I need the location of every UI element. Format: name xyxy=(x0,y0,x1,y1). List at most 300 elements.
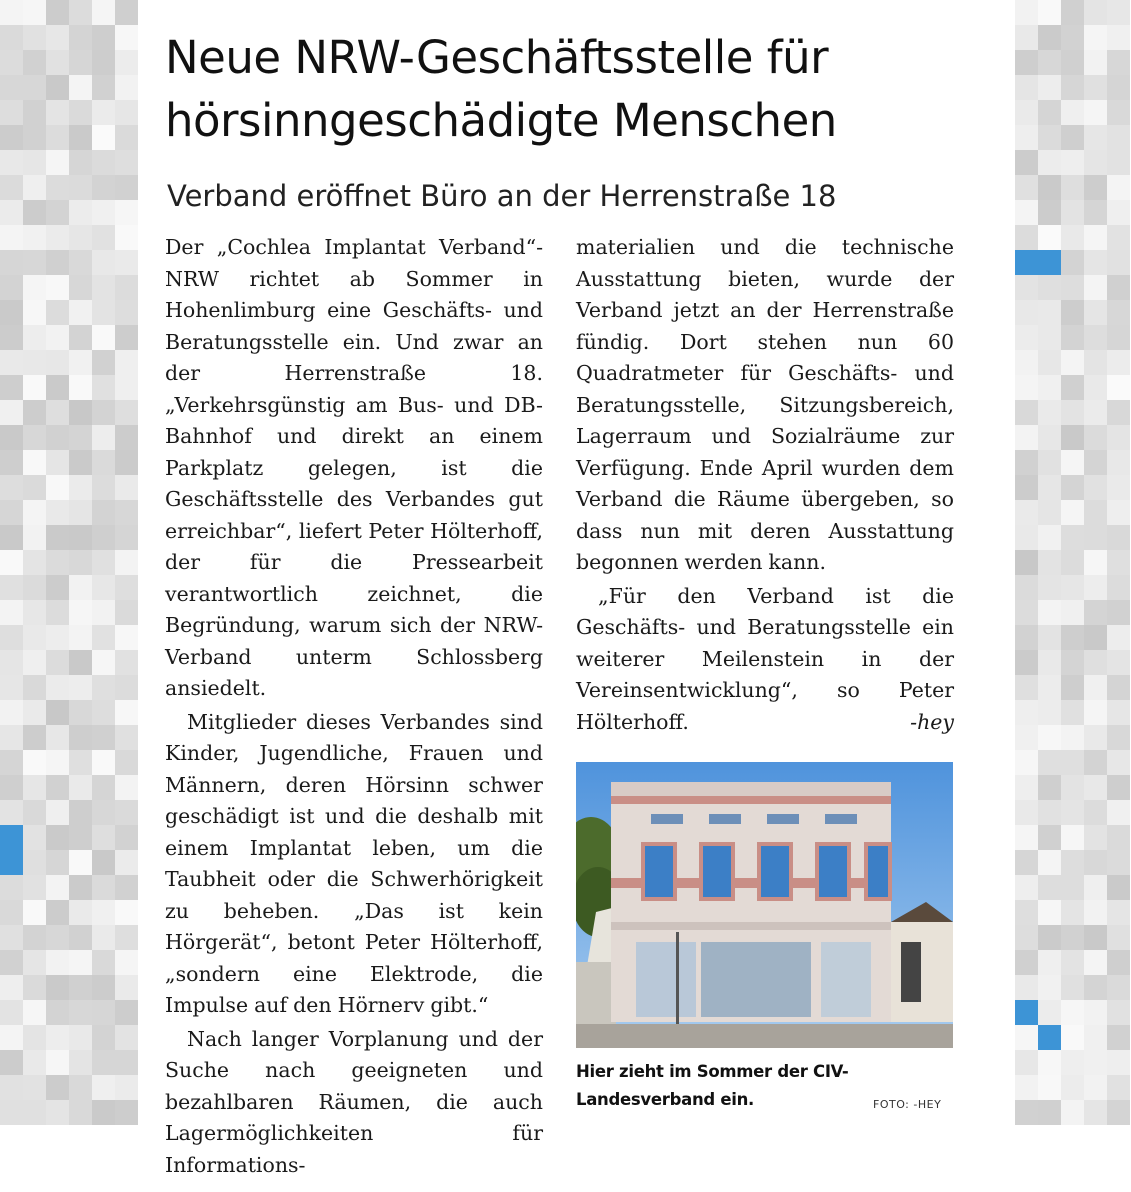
blur-block xyxy=(69,50,92,75)
blur-block xyxy=(1038,475,1061,500)
blur-block xyxy=(23,800,46,825)
blur-block xyxy=(0,975,23,1000)
blur-block xyxy=(0,0,23,25)
blur-block xyxy=(1061,900,1084,925)
blur-block xyxy=(23,900,46,925)
blur-block xyxy=(1015,975,1038,1000)
blur-block xyxy=(0,700,23,725)
blur-block xyxy=(1015,925,1038,950)
blur-block xyxy=(69,700,92,725)
paragraph-5-text: „Für den Verband ist die Geschäfts- und Beratungsstelle ein weiterer Meilenstein in der Vereinsentwicklung“, so Peter Hölterhoff. xyxy=(576,583,954,734)
blur-block xyxy=(1107,25,1130,50)
blur-block xyxy=(1107,225,1130,250)
blur-block xyxy=(1015,600,1038,625)
blur-block xyxy=(1107,525,1130,550)
blur-block xyxy=(92,675,115,700)
blur-block xyxy=(92,750,115,775)
blur-block xyxy=(69,1100,92,1125)
blur-block xyxy=(23,475,46,500)
blur-block xyxy=(1107,250,1130,275)
blur-block xyxy=(1015,950,1038,975)
blur-block xyxy=(1107,1075,1130,1100)
blur-block xyxy=(115,150,138,175)
blur-block xyxy=(46,550,69,575)
blur-block xyxy=(1107,725,1130,750)
blur-block xyxy=(1015,425,1038,450)
blur-block xyxy=(46,825,69,850)
blur-block xyxy=(0,75,23,100)
blur-block xyxy=(1038,825,1061,850)
blur-block xyxy=(1084,175,1107,200)
blur-block xyxy=(1107,400,1130,425)
blur-block xyxy=(1038,50,1061,75)
blur-block xyxy=(92,850,115,875)
blur-block xyxy=(1015,650,1038,675)
blur-block xyxy=(1107,1000,1130,1025)
blur-block xyxy=(23,775,46,800)
blur-block xyxy=(23,875,46,900)
blur-block xyxy=(1038,275,1061,300)
blur-block xyxy=(1107,575,1130,600)
blur-block xyxy=(1084,650,1107,675)
blur-block xyxy=(23,550,46,575)
blur-block xyxy=(1061,825,1084,850)
blur-block xyxy=(69,225,92,250)
blur-block xyxy=(115,825,138,850)
blur-block xyxy=(1084,300,1107,325)
blur-block xyxy=(1107,1025,1130,1050)
blur-block xyxy=(1038,450,1061,475)
blur-block xyxy=(1084,800,1107,825)
blur-block xyxy=(1061,400,1084,425)
blur-block xyxy=(1038,875,1061,900)
blur-block xyxy=(92,1100,115,1125)
blur-block xyxy=(0,150,23,175)
blur-block xyxy=(92,500,115,525)
blur-block xyxy=(115,75,138,100)
blur-block xyxy=(1107,550,1130,575)
blur-block xyxy=(115,700,138,725)
blur-block xyxy=(92,775,115,800)
blur-block xyxy=(1084,1050,1107,1075)
blur-block xyxy=(46,250,69,275)
blur-block xyxy=(69,425,92,450)
blur-block xyxy=(69,800,92,825)
blur-block xyxy=(1015,200,1038,225)
blur-block xyxy=(1061,25,1084,50)
blur-block xyxy=(1015,275,1038,300)
blur-block xyxy=(23,50,46,75)
blur-block xyxy=(0,100,23,125)
blur-block xyxy=(1038,125,1061,150)
blur-block xyxy=(46,625,69,650)
blur-block xyxy=(23,1000,46,1025)
blur-block xyxy=(1107,925,1130,950)
blur-block xyxy=(115,950,138,975)
blur-block xyxy=(46,375,69,400)
blur-block xyxy=(1084,1100,1107,1125)
blur-block xyxy=(69,350,92,375)
blur-block xyxy=(23,575,46,600)
blur-block xyxy=(1061,875,1084,900)
blur-block xyxy=(115,725,138,750)
blur-block xyxy=(1084,75,1107,100)
blur-block xyxy=(23,725,46,750)
blur-block xyxy=(1015,250,1038,275)
blur-block xyxy=(23,200,46,225)
blur-block xyxy=(69,75,92,100)
blur-block xyxy=(1061,250,1084,275)
blur-block xyxy=(1084,375,1107,400)
blur-block xyxy=(1084,325,1107,350)
blur-block xyxy=(1015,750,1038,775)
blur-block xyxy=(1061,800,1084,825)
blur-block xyxy=(1061,225,1084,250)
blur-block xyxy=(1107,175,1130,200)
blur-block xyxy=(1038,300,1061,325)
blur-block xyxy=(0,50,23,75)
blur-block xyxy=(1084,0,1107,25)
blur-block xyxy=(23,750,46,775)
blur-block xyxy=(0,625,23,650)
blur-block xyxy=(1038,725,1061,750)
blur-block xyxy=(23,850,46,875)
blur-block xyxy=(1084,25,1107,50)
blur-block xyxy=(1015,875,1038,900)
blur-block xyxy=(115,925,138,950)
blur-block xyxy=(1038,200,1061,225)
blur-block xyxy=(115,325,138,350)
blur-block xyxy=(46,900,69,925)
blur-block xyxy=(1061,100,1084,125)
blur-block xyxy=(1084,275,1107,300)
blur-block xyxy=(1061,700,1084,725)
blur-block xyxy=(92,75,115,100)
blur-block xyxy=(92,375,115,400)
blur-block xyxy=(1038,350,1061,375)
blur-block xyxy=(115,975,138,1000)
blur-block xyxy=(1038,575,1061,600)
blur-block xyxy=(69,300,92,325)
blur-block xyxy=(0,300,23,325)
blur-block xyxy=(1107,875,1130,900)
photo-credit: FOTO: -HEY xyxy=(873,1098,942,1111)
blur-block xyxy=(1015,325,1038,350)
blur-block xyxy=(1038,600,1061,625)
blur-block xyxy=(0,850,23,875)
blur-block xyxy=(23,950,46,975)
blur-block xyxy=(1107,800,1130,825)
blur-block xyxy=(1038,1075,1061,1100)
blur-block xyxy=(92,125,115,150)
blur-block xyxy=(69,850,92,875)
blur-block xyxy=(92,300,115,325)
blur-block xyxy=(1107,350,1130,375)
blur-block xyxy=(92,600,115,625)
blur-block xyxy=(92,400,115,425)
blur-block xyxy=(1107,700,1130,725)
blur-block xyxy=(1061,200,1084,225)
blur-block xyxy=(115,375,138,400)
blur-block xyxy=(1084,900,1107,925)
blur-block xyxy=(1015,450,1038,475)
blur-block xyxy=(46,50,69,75)
blur-block xyxy=(1107,50,1130,75)
blur-block xyxy=(23,225,46,250)
blur-block xyxy=(1015,850,1038,875)
blur-block xyxy=(1107,200,1130,225)
blur-block xyxy=(1015,1075,1038,1100)
blur-block xyxy=(92,825,115,850)
blur-block xyxy=(23,350,46,375)
blur-block xyxy=(23,0,46,25)
blur-block xyxy=(1107,975,1130,1000)
blur-block xyxy=(69,925,92,950)
blur-block xyxy=(1038,425,1061,450)
blur-block xyxy=(1038,775,1061,800)
blur-block xyxy=(1061,425,1084,450)
blur-block xyxy=(92,900,115,925)
headline-line-2: hörsinngeschädigte Menschen xyxy=(165,94,837,147)
blur-block xyxy=(1015,675,1038,700)
blur-block xyxy=(1084,350,1107,375)
blur-block xyxy=(92,0,115,25)
blur-block xyxy=(23,425,46,450)
photo-caption: Hier zieht im Sommer der CIV-Landesverband ein. xyxy=(576,1062,849,1109)
blur-block xyxy=(1038,150,1061,175)
blur-block xyxy=(1084,450,1107,475)
blur-block xyxy=(1015,400,1038,425)
blur-block xyxy=(0,475,23,500)
blur-block xyxy=(1107,425,1130,450)
blur-block xyxy=(69,675,92,700)
blur-block xyxy=(1038,1000,1061,1025)
blur-block xyxy=(92,150,115,175)
blur-block xyxy=(92,575,115,600)
blur-block xyxy=(1038,375,1061,400)
blur-block xyxy=(1015,700,1038,725)
blur-block xyxy=(1015,1050,1038,1075)
blur-block xyxy=(1015,375,1038,400)
blur-block xyxy=(1061,150,1084,175)
blur-block xyxy=(92,225,115,250)
blur-block xyxy=(115,600,138,625)
paragraph-4: materialien und die technische Ausstattung bieten, wurde der Verband jetzt an der Herrenstraße fündig. Dort stehen nun 60 Quadratmeter für Geschäfts- und Beratungsstelle, Sitzungsbereich, Lagerraum und Sozialräume zur Verfügung. Ende April wurden dem Verband die Räume übergeben, so dass nun mit deren Ausstattung begonnen werden kann. xyxy=(576,235,954,574)
blur-block xyxy=(115,100,138,125)
blur-block xyxy=(46,75,69,100)
blur-block xyxy=(1061,275,1084,300)
blur-block xyxy=(69,450,92,475)
blur-block xyxy=(1107,375,1130,400)
blur-block xyxy=(69,1050,92,1075)
blur-block xyxy=(1107,1100,1130,1125)
blur-block xyxy=(23,650,46,675)
building-photo xyxy=(576,762,953,1048)
blur-block xyxy=(1015,900,1038,925)
blur-block xyxy=(92,700,115,725)
blur-block xyxy=(46,500,69,525)
blur-block xyxy=(1038,800,1061,825)
blur-block xyxy=(1015,775,1038,800)
blur-block xyxy=(1038,700,1061,725)
blur-block xyxy=(1038,175,1061,200)
blur-block xyxy=(69,825,92,850)
text-column-1 xyxy=(165,232,543,1181)
blur-block xyxy=(1061,475,1084,500)
blur-block xyxy=(1084,600,1107,625)
blur-block xyxy=(1015,475,1038,500)
blur-block xyxy=(0,175,23,200)
blur-block xyxy=(1107,900,1130,925)
blur-block xyxy=(69,625,92,650)
blur-block xyxy=(115,750,138,775)
blur-block xyxy=(1061,75,1084,100)
blur-block xyxy=(115,400,138,425)
blur-block xyxy=(1015,225,1038,250)
blur-block xyxy=(92,1075,115,1100)
blur-block xyxy=(69,725,92,750)
blur-block xyxy=(23,825,46,850)
blur-block xyxy=(1061,1025,1084,1050)
blur-block xyxy=(1084,750,1107,775)
blur-block xyxy=(69,525,92,550)
blur-block xyxy=(1084,975,1107,1000)
blur-block xyxy=(46,350,69,375)
blur-block xyxy=(23,450,46,475)
blur-block xyxy=(46,675,69,700)
blur-block xyxy=(115,175,138,200)
blur-block xyxy=(23,700,46,725)
blur-block xyxy=(1015,150,1038,175)
blur-block xyxy=(0,500,23,525)
blur-block xyxy=(69,0,92,25)
blur-block xyxy=(46,100,69,125)
blur-block xyxy=(1107,75,1130,100)
blur-block xyxy=(1015,575,1038,600)
blur-block xyxy=(92,650,115,675)
blur-block xyxy=(1061,375,1084,400)
blur-block xyxy=(23,250,46,275)
blur-block xyxy=(1107,775,1130,800)
blur-block xyxy=(46,1100,69,1125)
blur-block xyxy=(1084,550,1107,575)
blur-block xyxy=(1038,1100,1061,1125)
blur-block xyxy=(1015,625,1038,650)
blur-block xyxy=(92,800,115,825)
blur-block xyxy=(1015,1100,1038,1125)
blur-block xyxy=(1038,325,1061,350)
blur-block xyxy=(23,75,46,100)
blur-block xyxy=(1107,600,1130,625)
blur-block xyxy=(1038,225,1061,250)
blur-block xyxy=(69,900,92,925)
blur-block xyxy=(92,25,115,50)
blur-block xyxy=(1107,675,1130,700)
blur-block xyxy=(1084,875,1107,900)
blur-block xyxy=(69,100,92,125)
blur-block xyxy=(1061,975,1084,1000)
blur-block xyxy=(92,875,115,900)
blur-block xyxy=(69,25,92,50)
blur-block xyxy=(0,925,23,950)
paragraph-5 xyxy=(576,581,954,739)
blur-block xyxy=(115,1025,138,1050)
blur-block xyxy=(1038,100,1061,125)
blur-block xyxy=(1084,500,1107,525)
blur-block xyxy=(0,650,23,675)
blur-block xyxy=(23,675,46,700)
blur-block xyxy=(69,175,92,200)
blur-block xyxy=(115,50,138,75)
blur-block xyxy=(1015,50,1038,75)
blur-block xyxy=(0,25,23,50)
blur-block xyxy=(1084,925,1107,950)
blur-block xyxy=(46,700,69,725)
blur-block xyxy=(1084,775,1107,800)
blur-block xyxy=(115,500,138,525)
blur-block xyxy=(115,575,138,600)
blur-block xyxy=(1015,500,1038,525)
blur-block xyxy=(69,200,92,225)
blur-block xyxy=(1061,325,1084,350)
blur-block xyxy=(1107,650,1130,675)
blur-block xyxy=(23,325,46,350)
blur-block xyxy=(1084,475,1107,500)
blur-block xyxy=(46,175,69,200)
blur-block xyxy=(1038,400,1061,425)
blur-block xyxy=(69,550,92,575)
blur-block xyxy=(23,25,46,50)
blur-block xyxy=(0,1000,23,1025)
blur-block xyxy=(92,200,115,225)
blur-block xyxy=(115,800,138,825)
blur-block xyxy=(69,600,92,625)
article-headline xyxy=(165,26,1005,152)
blur-block xyxy=(46,325,69,350)
blur-block xyxy=(1061,450,1084,475)
blur-block xyxy=(1038,0,1061,25)
blur-block xyxy=(69,125,92,150)
blur-block xyxy=(1061,575,1084,600)
blur-block xyxy=(23,1025,46,1050)
blur-block xyxy=(0,325,23,350)
blur-block xyxy=(115,1000,138,1025)
blur-block xyxy=(92,550,115,575)
blur-block xyxy=(69,325,92,350)
blur-block xyxy=(1084,950,1107,975)
blur-block xyxy=(115,1075,138,1100)
blur-block xyxy=(1107,325,1130,350)
blur-block xyxy=(1061,550,1084,575)
blur-block xyxy=(1015,25,1038,50)
blur-block xyxy=(1084,50,1107,75)
blur-block xyxy=(0,1100,23,1125)
blur-block xyxy=(1038,75,1061,100)
pixelated-left-margin xyxy=(0,0,136,1125)
pixelated-right-margin xyxy=(1015,0,1131,1125)
blur-block xyxy=(0,400,23,425)
blur-block xyxy=(1015,525,1038,550)
blur-block xyxy=(92,525,115,550)
blur-block xyxy=(46,150,69,175)
blur-block xyxy=(0,200,23,225)
blur-block xyxy=(46,475,69,500)
blur-block xyxy=(115,0,138,25)
blur-block xyxy=(1107,825,1130,850)
blur-block xyxy=(46,600,69,625)
blur-block xyxy=(115,850,138,875)
blur-block xyxy=(1015,75,1038,100)
